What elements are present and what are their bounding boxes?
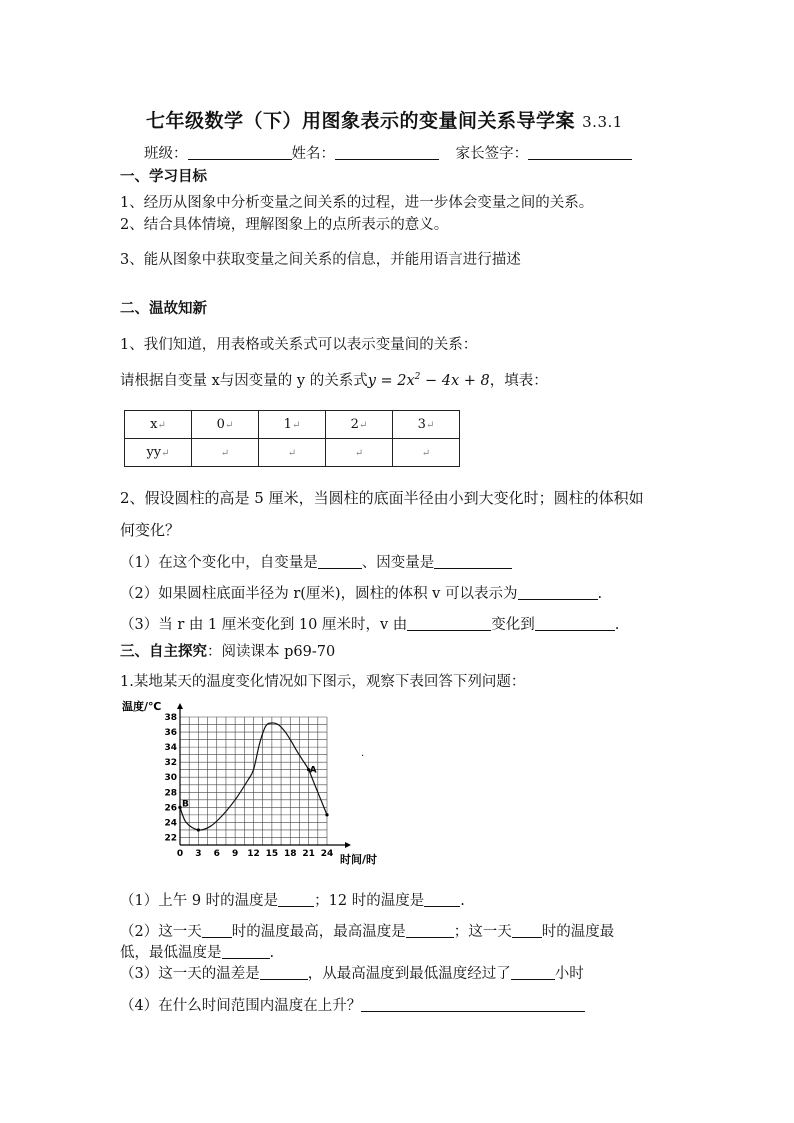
y-tick-label: 22 bbox=[164, 833, 177, 844]
section3-heading: 三、自主探究：阅读课本 p69-70 bbox=[120, 643, 336, 660]
review-q2-line1: 2、假设圆柱的高是 5 厘米，当圆柱的底面半径由小到大变化时；圆柱的体积如 bbox=[120, 489, 644, 507]
y-tick-label: 30 bbox=[164, 773, 177, 784]
table-cell: yy↵ bbox=[125, 439, 192, 467]
x-tick-label: 9 bbox=[231, 849, 239, 859]
table-cell: 3↵ bbox=[393, 411, 460, 439]
x-tick-label: 18 bbox=[283, 849, 297, 859]
table-row-x bbox=[125, 411, 460, 439]
parent-signature-label: 家长签字： bbox=[455, 146, 529, 162]
formula-rest: − 4x + 8 bbox=[420, 373, 490, 389]
table-cell-input[interactable]: ↵ bbox=[393, 439, 460, 467]
x-tick-label: 3 bbox=[195, 849, 202, 859]
chart-grid bbox=[180, 717, 327, 845]
section2-heading: 二、温故知新 bbox=[120, 300, 207, 317]
x-tick-label: 0 bbox=[176, 849, 184, 859]
answer-blank[interactable] bbox=[278, 892, 314, 907]
y-axis-arrow bbox=[177, 703, 183, 709]
explore-q1-c: （3）这一天的温差是 ，从最高温度到最低温度经过了 小时 bbox=[120, 966, 584, 982]
class-label: 班级： bbox=[144, 146, 188, 162]
goal-item-3: 3、能从图象中获取变量之间关系的信息，并能用语言进行描述 bbox=[120, 252, 521, 268]
table-cell: x↵ bbox=[125, 411, 192, 439]
table-cell: 0↵ bbox=[192, 411, 259, 439]
table-cell-input[interactable]: ↵ bbox=[192, 439, 259, 467]
table-cell: 2↵ bbox=[326, 411, 393, 439]
data-point bbox=[325, 813, 328, 816]
answer-blank[interactable] bbox=[260, 965, 308, 980]
formula bbox=[368, 373, 490, 389]
x-tick-label: 6 bbox=[213, 849, 220, 859]
name-field[interactable] bbox=[335, 145, 439, 160]
answer-blank[interactable] bbox=[518, 585, 598, 600]
answer-blank[interactable] bbox=[407, 616, 491, 631]
name-label: 姓名： bbox=[291, 146, 335, 162]
parent-signature-field[interactable] bbox=[528, 145, 632, 160]
point-label-b: B bbox=[182, 799, 189, 810]
section1-heading: 一、学习目标 bbox=[120, 168, 207, 185]
class-field[interactable] bbox=[188, 145, 292, 160]
prompt-suffix: ，填表： bbox=[489, 373, 548, 389]
point-label-a: A bbox=[309, 765, 317, 776]
review-q1: 1、我们知道，用表格或关系式可以表示变量间的关系： bbox=[120, 337, 478, 353]
formula-main: y = 2x bbox=[367, 373, 415, 389]
x-tick-label: 21 bbox=[302, 849, 315, 859]
info-row bbox=[144, 142, 632, 163]
x-tick-label: 12 bbox=[247, 849, 260, 859]
table-row-y bbox=[125, 439, 460, 467]
table-cell: 1↵ bbox=[259, 411, 326, 439]
x-axis-arrow bbox=[345, 842, 351, 848]
answer-blank[interactable] bbox=[535, 616, 615, 631]
review-q2-a: （1）在这个变化中，自变量是 、因变量是 bbox=[120, 551, 512, 572]
y-tick-label: 36 bbox=[164, 728, 177, 739]
table-cell-input[interactable]: ↵ bbox=[259, 439, 326, 467]
review-q2-c: （3）当 r 由 1 厘米变化到 10 厘米时，v 由 变化到 . bbox=[120, 617, 620, 633]
prompt-prefix: 请根据自变量 x与因变量的 y 的关系式 bbox=[120, 373, 368, 389]
answer-blank[interactable] bbox=[424, 892, 460, 907]
goal-item-1: 1、经历从图象中分析变量之间关系的过程，进一步体会变量之间的关系。 bbox=[120, 195, 594, 211]
explore-q1-b-line2: 低，最低温度是 . bbox=[120, 945, 275, 961]
stray-dot: · bbox=[361, 751, 365, 762]
y-tick-label: 32 bbox=[164, 758, 177, 769]
explore-q1-d: （4）在什么时间范围内温度在上升？ bbox=[120, 994, 585, 1015]
answer-blank[interactable] bbox=[318, 554, 362, 569]
y-tick-label: 24 bbox=[164, 818, 177, 829]
review-q2-line2: 何变化？ bbox=[120, 521, 181, 539]
y-tick-label: 28 bbox=[164, 788, 177, 799]
explore-q1: 1.某地某天的温度变化情况如下图示，观察下表回答下列问题： bbox=[120, 674, 526, 690]
explore-q1-a: （1）上午 9 时的温度是 ；12 时的温度是 . bbox=[120, 893, 465, 909]
x-tick-label: 15 bbox=[265, 849, 279, 859]
title-code: 3.3.1 bbox=[582, 113, 623, 131]
answer-blank[interactable] bbox=[512, 923, 542, 938]
answer-blank[interactable] bbox=[511, 965, 555, 980]
answer-blank[interactable] bbox=[361, 997, 585, 1012]
y-tick-label: 26 bbox=[164, 803, 177, 814]
chart-ticks bbox=[164, 713, 333, 859]
formula-exponent: 2 bbox=[414, 372, 421, 383]
answer-blank[interactable] bbox=[406, 923, 454, 938]
y-tick-label: 34 bbox=[164, 743, 177, 754]
y-tick-label: 38 bbox=[164, 713, 177, 723]
y-axis-label: 温度/℃ bbox=[122, 700, 162, 713]
xy-table bbox=[124, 410, 460, 467]
review-q1-prompt bbox=[120, 369, 548, 390]
x-tick-label: 24 bbox=[320, 849, 334, 859]
goal-item-2: 2、结合具体情境，理解图象上的点所表示的意义。 bbox=[120, 217, 449, 233]
x-axis-label: 时间/时 bbox=[340, 853, 378, 866]
page-title bbox=[146, 106, 623, 133]
table-cell-input[interactable]: ↵ bbox=[326, 439, 393, 467]
explore-q1-b: （2）这一天 时的温度最高，最高温度是 ；这一天 时的温度最 bbox=[120, 924, 615, 940]
data-point bbox=[197, 828, 200, 831]
temperature-chart bbox=[118, 696, 408, 871]
answer-blank[interactable] bbox=[222, 944, 270, 959]
answer-blank[interactable] bbox=[202, 923, 232, 938]
answer-blank[interactable] bbox=[434, 554, 512, 569]
review-q2-b: （2）如果圆柱底面半径为 r(厘米)，圆柱的体积 v 可以表示为 . bbox=[120, 586, 603, 602]
title-main: 七年级数学（下）用图象表示的变量间关系导学案 bbox=[146, 110, 576, 132]
